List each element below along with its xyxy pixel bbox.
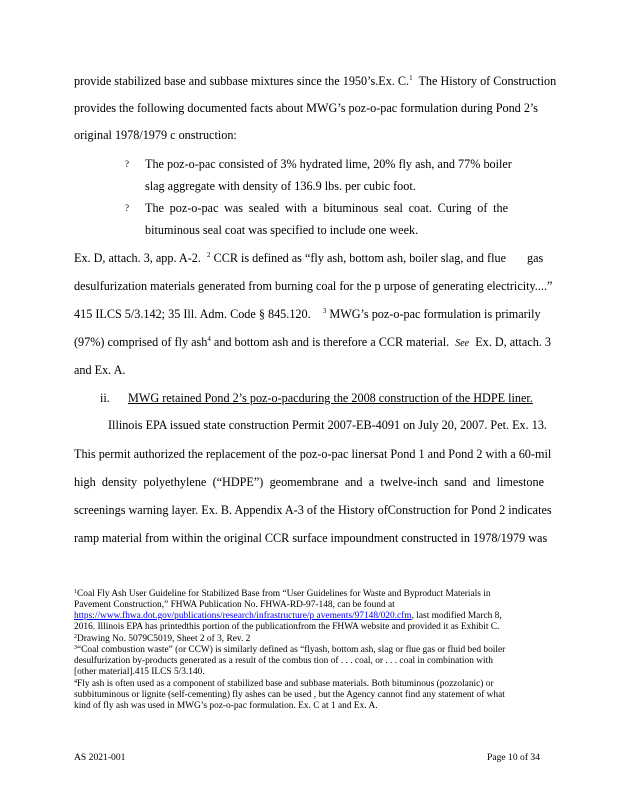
- footnote-ref[interactable]: 2: [207, 251, 211, 259]
- body-line: Illinois EPA issued state construction Permit 2007-EB-4091 on July 20, 2007. Pet. Ex. 13.: [108, 418, 547, 432]
- bullet-marker: ?: [125, 159, 129, 169]
- body-line: gas: [527, 251, 544, 265]
- body-line: provide stabilized base and subbase mixtures since the 1950’s.Ex. C.$^1$ The History of Construction: [74, 74, 557, 88]
- footnote-ref[interactable]: 4: [207, 335, 211, 343]
- footnote-ref[interactable]: 3: [322, 307, 327, 315]
- footnote-line: https://www.fhwa.dot.gov/publications/research/infrastructure/p avements/97148/020.cfm, last modified March 8,: [74, 611, 502, 621]
- body-line: ramp material from within the original CCR surface impoundment constructed in 1978/1979 was: [74, 531, 548, 545]
- bullet-line: bituminous seal coat was specified to include one week.: [145, 223, 419, 237]
- fhwa-link[interactable]: https://www.fhwa.dot.gov/publications/research/infrastructure/p avements/97148/020.cfm: [74, 611, 412, 621]
- bullet-line: The poz-o-pac consisted of 3% hydrated lime, 20% fly ash, and 77% boiler: [145, 157, 512, 171]
- body-line: provides the following documented facts about MWG’s poz-o-pac formulation during Pond 2’s: [74, 101, 539, 115]
- page-number: Page 10 of 34: [487, 752, 541, 763]
- docket-number: AS 2021-001: [74, 752, 126, 763]
- see-signal: See: [455, 338, 470, 349]
- footnote-line: desulfurization by-products generated as a result of the combus tion of . . . coal, or . . . coal in combination with: [74, 656, 493, 666]
- footnote-line: subbituminous or lignite (self-cementing) fly ashes can be used , but the Agency cannot find any statement of what: [74, 690, 505, 700]
- body-line: (97%) comprised of fly ash$^4$ and bottom ash and is therefore a CCR material. See Ex. D, attach. 3: [74, 335, 552, 349]
- footnote-line: 2016. Illinois EPA has printedthis portion of the publicationfrom the FHWA website and provided it as Exhibit C.: [74, 622, 500, 632]
- body-line: original 1978/1979 c onstruction:: [74, 128, 237, 142]
- footnote-4: $^4$Fly ash is often used as a component of stabilized base and subbase materials. Both bituminous (pozzolanic) or: [74, 679, 494, 689]
- body-line: desulfurization materials generated from burning coal for the p urpose of generating electricity....”: [74, 279, 553, 293]
- body-line: Ex. D, attach. 3, app. A-2. $^2$ CCR is defined as “fly ash, bottom ash, boiler slag, and flue: [74, 251, 507, 265]
- bullet-line: The poz-o-pac was sealed with a bituminous seal coat. Curing of the: [145, 201, 508, 215]
- section-heading: MWG retained Pond 2’s poz-o-pacduring the 2008 construction of the HDPE liner.: [128, 391, 533, 405]
- body-line: and Ex. A.: [74, 363, 126, 377]
- footnote-1: $^1$Coal Fly Ash User Guideline for Stabilized Base from “User Guidelines for Waste and Byproduct Materials in: [74, 589, 491, 599]
- body-line: This permit authorized the replacement of the poz-o-pac linersat Pond 1 and Pond 2 with a 60-mil: [74, 447, 552, 461]
- footnote-line: kind of fly ash was used in MWG’s poz-o-pac formulation. Ex. C at 1 and Ex. A.: [74, 701, 378, 711]
- body-line: screenings warning layer. Ex. B. Appendix A-3 of the History ofConstruction for Pond 2 indicates: [74, 503, 552, 517]
- body-line: 415 ILCS 5/3.142; 35 Ill. Adm. Code § 845.120. $^3$ MWG’s poz-o-pac formulation is primarily: [74, 307, 541, 321]
- bullet-marker: ?: [125, 203, 129, 213]
- footnote-line: Pavement Construction,” FHWA Publication No. FHWA-RD-97-148, can be found at: [74, 600, 395, 610]
- footnote-line: [other material].415 ILCS 5/3.140.: [74, 667, 205, 677]
- bullet-line: slag aggregate with density of 136.9 lbs. per cubic foot.: [145, 179, 416, 193]
- body-line: high density polyethylene (“HDPE”) geomembrane and a twelve-inch sand and limestone: [74, 475, 544, 489]
- footnote-2: $^2$Drawing No. 5079C5019, Sheet 2 of 3, Rev. 2: [74, 634, 251, 644]
- footnote-ref[interactable]: 1: [409, 74, 413, 82]
- section-number: ii.: [100, 391, 110, 405]
- footnote-3: $^3$“Coal combustion waste” (or CCW) is similarly defined as “flyash, bottom ash, slag or flue gas or fluid bed boiler: [74, 645, 506, 655]
